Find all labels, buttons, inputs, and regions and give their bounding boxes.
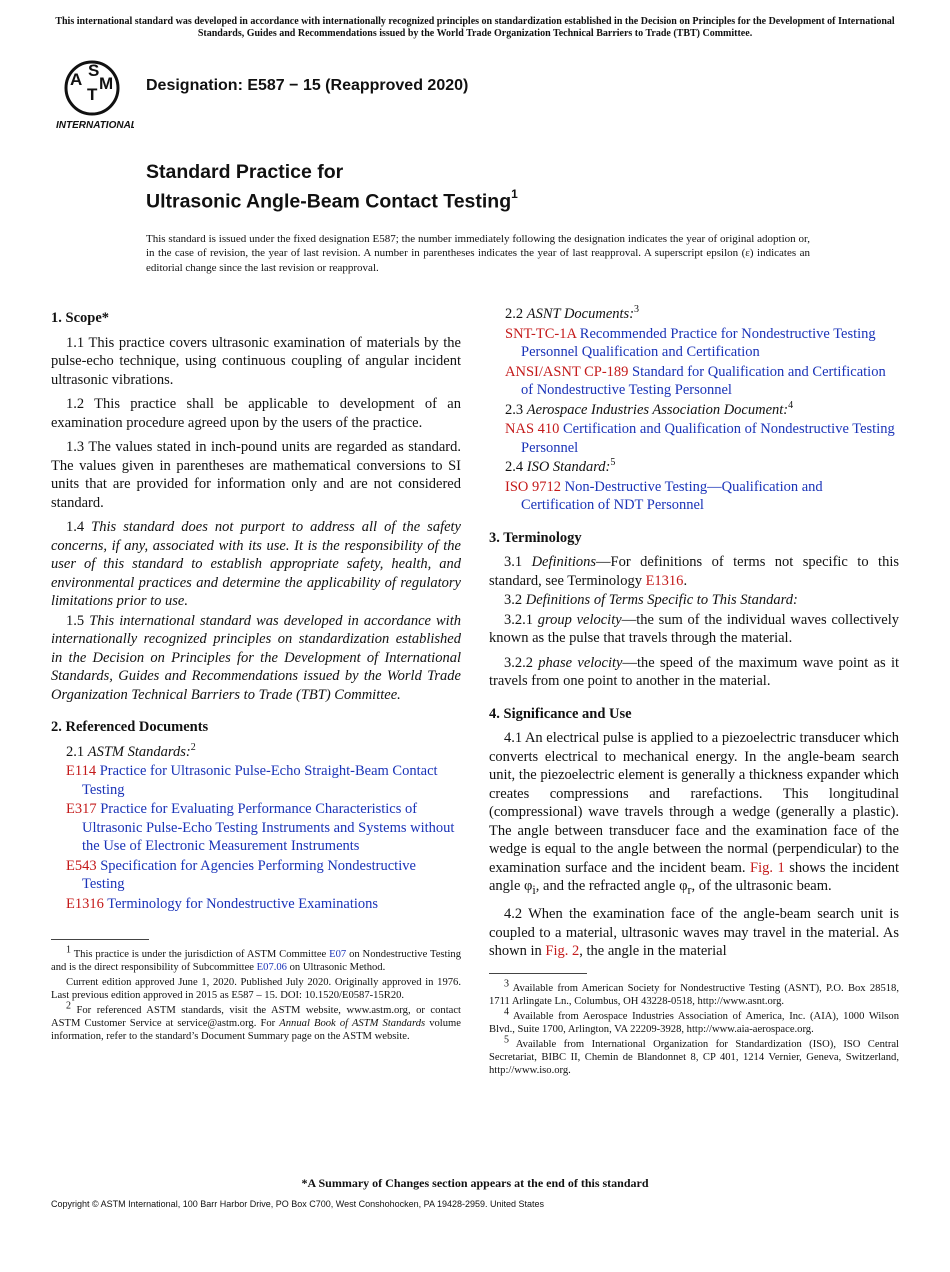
svg-text:S: S (88, 61, 100, 80)
ref-item (66, 800, 461, 856)
title-line-2: Ultrasonic Angle-Beam Contact Testing$^1$ (146, 187, 518, 213)
ref-code-link[interactable]: E114 (66, 763, 97, 779)
ref-code-link[interactable]: ANSI/ASNT CP-189 (505, 363, 629, 380)
ref-title-link[interactable]: Specification for Agencies Performing Nondestructive Testing (82, 857, 416, 892)
ref-code-link[interactable]: E1316 (66, 895, 104, 912)
footnote-4: $^4$ Available from Aerospace Industries Association of America, Inc. (AIA), 1000 Wilson Blvd., Suite 1700, Arlington, VA 22209-3928, http://www.aia-aerospace.org. (489, 1006, 899, 1036)
aia-document-label: 2.3 Aerospace Industries Association Document:$^4$ (505, 399, 794, 418)
logo-international-text: INTERNATIONAL (56, 120, 134, 131)
ref-code-link[interactable]: ISO 9712 (505, 478, 561, 495)
ref-item (505, 478, 899, 515)
ref-item (66, 857, 461, 894)
footnote-2: $^2$ For referenced ASTM standards, visit the ASTM website, www.astm.org, or contact ASTM Customer Service at service@astm.org. For Annual Book of ASTM Standards volume information, refer to the standard’s Document Summary page on the ASTM website. (51, 1000, 461, 1043)
ref-title-link[interactable]: Terminology for Nondestructive Examinations (107, 895, 379, 912)
summary-of-changes-note: *A Summary of Changes section appears at the end of this standard (301, 1176, 649, 1190)
footnotes-left (51, 944, 462, 1044)
title-line-1: Standard Practice for (146, 161, 344, 183)
footnote-divider (489, 973, 587, 974)
para-1-2: 1.2 This practice shall be applicable to development of an examination procedure agreed upon by the users of the practice. (51, 396, 461, 431)
para-1-5: 1.5 This international standard was developed in accordance with internationally recognized principles on standardization established in the Decision on Principles for the Development of International Standards, Guides and Recommendations issued by the World Trade Organization Technical Barriers to Trade (TBT) Committee. (51, 612, 461, 703)
ref-code-link[interactable]: SNT-TC-1A (505, 325, 577, 342)
svg-text:T: T (87, 85, 98, 104)
astm-standards-label: 2.1 ASTM Standards:$^2$ (66, 741, 196, 760)
tbt-notice: This international standard was developed in accordance with internationally recognized principles on standardization established in the Decision on Principles for the Development of International Standards, Guides and Recommendations issued by the World Trade Organization Technical Barriers to Trade (TBT) Committee. (55, 16, 895, 39)
ref-title-link[interactable]: Practice for Evaluating Performance Characteristics of Ultrasonic Pulse-Echo Testing Instruments and Systems without the Use of Electronic Measurement Instruments (82, 801, 455, 854)
ref-title-link[interactable]: Non-Destructive Testing—Qualification and Certification of NDT Personnel (521, 478, 823, 513)
asnt-documents-label: 2.2 ASNT Documents:$^3$ (505, 304, 640, 322)
subcommittee-link[interactable]: E07.06 (256, 962, 287, 974)
para-4-2: 4.2 When the examination face of the angle-beam search unit is coupled to a material, ultrasonic waves may travel in the material. As shown in Fig. 2, the angle in the material (489, 906, 899, 960)
para-3-1: 3.1 Definitions—For definitions of terms not specific to this standard, see Terminology E1316. (489, 554, 899, 589)
astm-logo (54, 58, 134, 132)
footnote-1: $^1$ This practice is under the jurisdiction of ASTM Committee E07 on Nondestructive Testing and is the direct responsibility of Subcommittee E07.06 on Ultrasonic Method. (51, 944, 462, 974)
svg-text:M: M (99, 74, 114, 93)
footnote-divider (51, 939, 149, 940)
ref-title-link[interactable]: Standard for Qualification and Certification of Nondestructive Testing Personnel (521, 363, 886, 398)
ref-code-link[interactable]: NAS 410 (505, 421, 560, 437)
footnote-3: $^3$ Available from American Society for Nondestructive Testing (ASNT), P.O. Box 28518, 1711 Arlingate Ln., Columbus, OH 43228-0518, http://www.asnt.org. (489, 978, 899, 1008)
fig-1-link[interactable]: Fig. 1 (750, 859, 785, 876)
ref-code-link[interactable]: E543 (66, 857, 97, 874)
copyright: Copyright © ASTM International, 100 Barr Harbor Drive, PO Box C700, West Conshohocken, PA 19428-2959. United States (51, 1199, 545, 1209)
section-1-heading: 1. Scope* (51, 310, 109, 326)
ref-code-link[interactable]: E317 (66, 801, 97, 817)
fig-2-link[interactable]: Fig. 2 (545, 943, 580, 960)
para-1-1: 1.1 This practice covers ultrasonic examination of materials by the pulse-echo technique, using continuous coupling of angular incident ultrasonic vibrations. (51, 334, 461, 388)
section-2-heading: 2. Referenced Documents (51, 719, 209, 735)
footnote-approval: Current edition approved June 1, 2020. Published July 2020. Originally approved in 1976. Last previous edition approved in 2015 as E587 – 15. DOI: 10.1520/E0587-15R20. (51, 976, 461, 1002)
svg-text:A: A (70, 70, 83, 89)
right-column (489, 305, 899, 1079)
para-1-4: 1.4 This standard does not purport to address all of the safety concerns, if any, associated with its use. It is the responsibility of the user of this standard to establish appropriate safety, health, and environmental practices and determine the applicability of regulatory limitations prior to use. (51, 519, 461, 609)
para-4-1: 4.1 An electrical pulse is applied to a piezoelectric transducer which converts electrical to mechanical energy. In the angle-beam search unit, the piezoelectric element is generally a thickness expander which creates compressions and rarefactions. This longitudinal (compressional) wave travels through a wedge (generally a plastic). The angle between transducer face and the examination face of the wedge is equal to the angle between the normal (perpendicular) to the examination surface and the incident beam. Fig. 1 shows the incident angle $\varphi_i$, and the refracted angle $\varphi_r$, of the ultrasonic beam. (489, 730, 899, 897)
para-1-3: 1.3 The values stated in inch-pound units are regarded as standard. The values given in parentheses are mathematical conversions to SI units that are provided for information only and are not considered standard. (51, 439, 461, 511)
ref-title-link[interactable]: Practice for Ultrasonic Pulse-Echo Straight-Beam Contact Testing (82, 763, 438, 798)
left-column (51, 305, 461, 1045)
ref-item (66, 762, 461, 799)
designation: Designation: E587 − 15 (Reapproved 2020) (146, 77, 469, 94)
title-footnote-ref[interactable]: 1 (511, 187, 518, 201)
para-3-2-2: 3.2.2 phase velocity—the speed of the maximum wave point as it travels from one point to another in the material. (489, 654, 900, 689)
document-title (146, 160, 518, 214)
ref-item (505, 363, 899, 400)
ref-item (66, 895, 461, 914)
para-3-2-1: 3.2.1 group velocity—the sum of the individual waves collectively known as the pulse that travels through the material. (489, 611, 900, 646)
footnotes-right (489, 978, 899, 1078)
iso-standard-label: 2.4 ISO Standard:$^5$ (505, 457, 616, 475)
ref-title-link[interactable]: Certification and Qualification of Nondestructive Testing Personnel (521, 421, 895, 456)
ref-title-link[interactable]: Recommended Practice for Nondestructive Testing Personnel Qualification and Certification (521, 325, 876, 360)
astm-international-logo-icon (54, 58, 134, 132)
footnote-5: $^5$ Available from International Organization for Standardization (ISO), ISO Central Secretariat, BIBC II, Chemin de Blandonnet 8, CP 401, 1214 Vernier, Geneva, Switzerland, http://www.iso.org. (489, 1033, 899, 1077)
committee-link[interactable]: E07 (329, 949, 347, 960)
section-3-heading: 3. Terminology (489, 529, 582, 546)
ref-item (505, 325, 899, 362)
ref-item (505, 420, 899, 457)
issued-statement: This standard is issued under the fixed designation E587; the number immediately following the designation indicates the year of original adoption or, in the case of revision, the year of last revision. A number in parentheses indicates the year of last reapproval. A superscript epsilon (ε) indicates an editorial change since the last revision or reapproval. (146, 233, 810, 274)
section-4-heading: 4. Significance and Use (489, 705, 632, 722)
para-3-2: 3.2 Definitions of Terms Specific to This Standard: (504, 592, 798, 608)
terminology-link[interactable]: E1316 (645, 572, 684, 589)
